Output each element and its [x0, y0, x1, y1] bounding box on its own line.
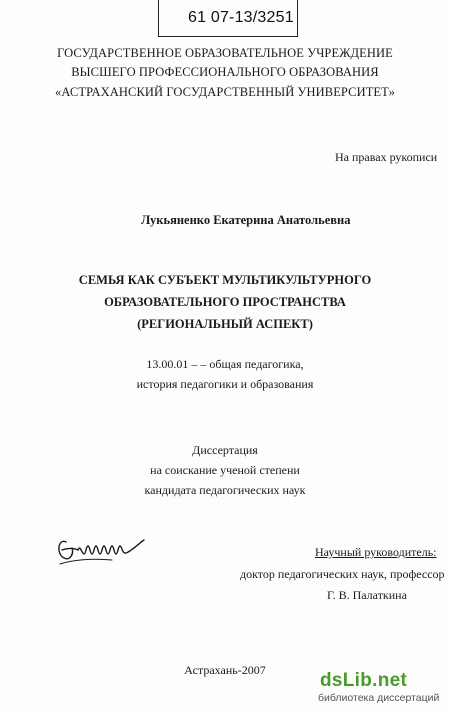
dissertation-line-1: Диссертация [192, 443, 258, 457]
dissertation-line-3: кандидата педагогических наук [144, 483, 306, 497]
supervisor-name: Г. В. Палаткина [327, 588, 407, 602]
city-year: Астрахань-2007 [184, 663, 266, 677]
title-line-1: СЕМЬЯ КАК СУБЪЕКТ МУЛЬТИКУЛЬТУРНОГО [78, 273, 372, 287]
watermark-subtitle: библиотека диссертаций [318, 692, 440, 704]
supervisor-degree: доктор педагогических наук, профессор [240, 567, 445, 581]
institution-line-3: «АСТРАХАНСКИЙ ГОСУДАРСТВЕННЫЙ УНИВЕРСИТЕТ» [55, 85, 395, 99]
institution-line-2: ВЫСШЕГО ПРОФЕССИОНАЛЬНОГО ОБРАЗОВАНИЯ [71, 65, 379, 79]
author-name: Лукьяненко Екатерина Анатольевна [141, 213, 351, 227]
title-line-2: ОБРАЗОВАТЕЛЬНОГО ПРОСТРАНСТВА [104, 295, 346, 309]
handwritten-signature [52, 520, 150, 570]
dslib-watermark[interactable] [318, 670, 446, 708]
institution-line-1: ГОСУДАРСТВЕННОЕ ОБРАЗОВАТЕЛЬНОЕ УЧРЕЖДЕНИЕ [57, 46, 393, 60]
specialty-line-1: 13.00.01 – – общая педагогика, [146, 357, 304, 371]
dissertation-line-2: на соискание ученой степени [150, 463, 300, 477]
watermark-logo: dsLib.net [320, 670, 408, 691]
rights-note: На правах рукописи [335, 150, 438, 164]
archive-stamp-number: 61 07-13/3251 [188, 9, 294, 26]
specialty-line-2: история педагогики и образования [136, 377, 314, 391]
title-line-3: (РЕГИОНАЛЬНЫЙ АСПЕКТ) [137, 317, 313, 331]
supervisor-label: Научный руководитель: [315, 545, 437, 559]
